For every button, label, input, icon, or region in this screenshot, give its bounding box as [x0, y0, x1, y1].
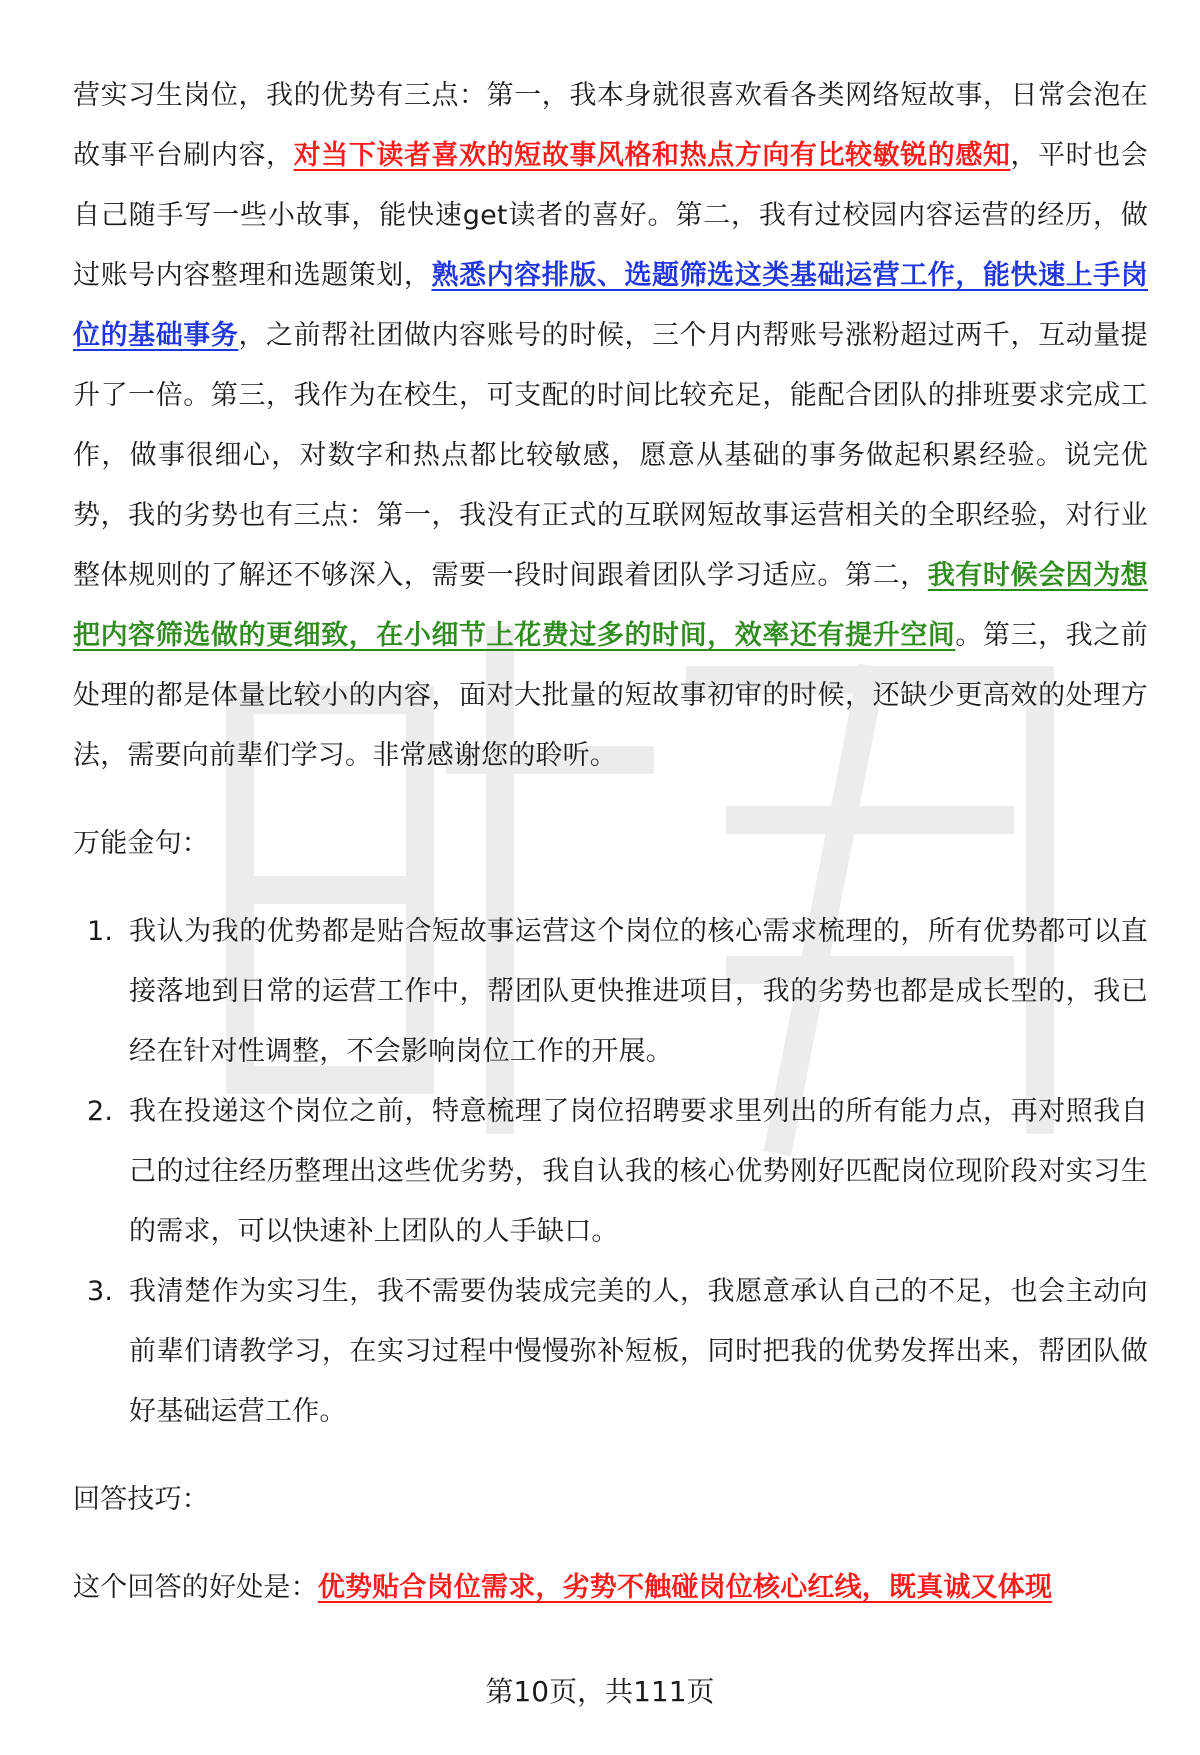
- list-item-text: 我认为我的优势都是贴合短故事运营这个岗位的核心需求梳理的，所有优势都可以直接落地到日常的运营工作中，帮团队更快推进项目，我的劣势也都是成长型的，我已经在针对性调整，不会影响岗位工作的开展。: [129, 916, 1148, 1067]
- answer-text-3: ，之前帮社团做内容账号的时候，三个月内帮账号涨粉超过两千，互动量提升了一倍。第三，我作为在校生，可支配的时间比较充足，能配合团队的排班要求完成工作，做事很细心，对数字和热点都比较敏感，愿意从基础的事务做起积累经验。说完优势，我的劣势也有三点：第一，我没有正式的互联网短故事运营相关的全职经验，对行业整体规则的了解还不够深入，需要一段时间跟着团队学习适应。第二，: [73, 320, 1148, 591]
- highlight-red-2: 优势贴合岗位需求，劣势不触碰岗位核心红线，既真诚又体现: [317, 1572, 1053, 1603]
- golden-sentences-list: [73, 902, 1148, 1442]
- document-content: [73, 66, 1148, 1618]
- list-item-text: 我在投递这个岗位之前，特意梳理了岗位招聘要求里列出的所有能力点，再对照我自己的过往经历整理出这些优劣势，我自认我的核心优势刚好匹配岗位现阶段对实习生的需求，可以快速补上团队的人手缺口。: [129, 1096, 1148, 1247]
- answer-text-4: 。第三，我之前处理的都是体量比较小的内容，面对大批量的短故事初审的时候，还缺少更高效的处理方法，需要向前辈们学习。非常感谢您的聆听。: [73, 620, 1148, 771]
- golden-sentences-label: 万能金句：: [73, 828, 209, 859]
- answer-text-1: 营实习生岗位，我的优势有三点：第一，我本身就很喜欢看各类网络短故事，日常会泡在故事平台刷内容，: [73, 80, 1148, 171]
- answer-tips-paragraph: [73, 1558, 1148, 1618]
- list-item-number: 2.: [87, 1096, 114, 1127]
- list-item: [73, 1082, 1148, 1262]
- answer-tips-label: 回答技巧：: [73, 1484, 209, 1515]
- answer-paragraph: [73, 66, 1148, 786]
- list-item-text: 我清楚作为实习生，我不需要伪装成完美的人，我愿意承认自己的不足，也会主动向前辈们请教学习，在实习过程中慢慢弥补短板，同时把我的优势发挥出来，帮团队做好基础运营工作。: [129, 1276, 1148, 1427]
- tips-lead-text: 这个回答的好处是：: [73, 1572, 318, 1603]
- list-item-number: 1.: [87, 916, 114, 947]
- page-number: 第10页，共111页: [485, 1675, 715, 1708]
- answer-text-2: ，平时也会自己随手写一些小故事，能快速get读者的喜好。第二，我有过校园内容运营的经历，做过账号内容整理和选题策划，: [73, 140, 1148, 291]
- list-item: [73, 902, 1148, 1082]
- highlight-blue-1: 熟悉内容排版、选题筛选这类基础运营工作，能快速上手岗位的基础事务: [73, 260, 1148, 351]
- list-item: [73, 1262, 1148, 1442]
- highlight-green-1: 我有时候会因为想把内容筛选做的更细致，在小细节上花费过多的时间，效率还有提升空间: [73, 560, 1148, 651]
- highlight-red-1: 对当下读者喜欢的短故事风格和热点方向有比较敏锐的感知: [293, 140, 1011, 171]
- list-item-number: 3.: [87, 1276, 114, 1307]
